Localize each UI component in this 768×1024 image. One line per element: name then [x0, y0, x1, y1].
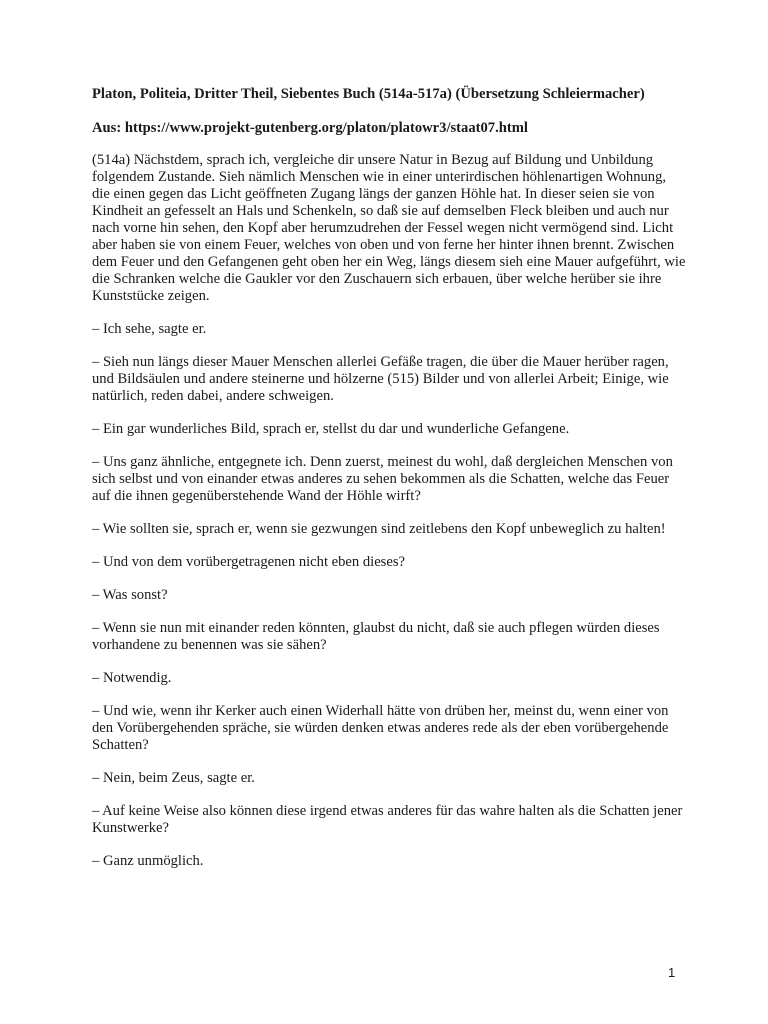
document-body — [92, 86, 686, 886]
paragraph: – Was sonst? — [92, 587, 168, 603]
paragraph: – Uns ganz ähnliche, entgegnete ich. Denn zuerst, meinest du wohl, daß dergleichen Menschen von sich selbst und von einander etwas anderes zu sehen bekommen als die Schatten, welche das Feuer auf die ihnen gegenüberstehende Wand der Höhle wirft? — [92, 454, 673, 504]
paragraph: – Wie sollten sie, sprach er, wenn sie gezwungen sind zeitlebens den Kopf unbeweglich zu halten! — [92, 521, 666, 537]
paragraph: – Und wie, wenn ihr Kerker auch einen Widerhall hätte von drüben her, meinst du, wenn einer von den Vorübergehenden spräche, sie würden denken etwas anderes rede als der eben vorübergehende Schatten? — [92, 703, 669, 753]
paragraph: – Ganz unmöglich. — [92, 853, 204, 869]
paragraph: – Und von dem vorübergetragenen nicht eben dieses? — [92, 554, 405, 570]
paragraph: – Ich sehe, sagte er. — [92, 321, 207, 337]
paragraph: – Nein, beim Zeus, sagte er. — [92, 770, 255, 786]
source-line: Aus: https://www.projekt-gutenberg.org/platon/platowr3/staat07.html — [92, 120, 528, 136]
paragraph: – Notwendig. — [92, 670, 172, 686]
paragraph: – Ein gar wunderliches Bild, sprach er, stellst du dar und wunderliche Gefangene. — [92, 421, 570, 437]
page-number: 1 — [668, 965, 676, 980]
paragraph: – Auf keine Weise also können diese irgend etwas anderes für das wahre halten als die Schatten jener Kunstwerke? — [92, 803, 683, 836]
paragraph: (514a) Nächstdem, sprach ich, vergleiche dir unsere Natur in Bezug auf Bildung und Unbildung folgendem Zustande. Sieh nämlich Menschen wie in einer unterirdischen höhlenartigen Wohnung, die einen gegen das Licht geöffneten Zugang längs der ganzen Höhle hat. In dieser seien sie von Kindheit an gefesselt an Hals und Schenkeln, so daß sie auf demselben Fleck bleiben und auch nur nach vorne hin sehen, den Kopf aber herumzudrehen der Fessel wegen nicht vermögend sind. Licht aber haben sie von einem Feuer, welches von oben und von ferne her hinter ihnen brennt. Zwischen dem Feuer und den Gefangenen geht oben her ein Weg, längs diesem sieh eine Mauer aufgeführt, wie die Schranken welche die Gaukler vor den Zuschauern sich erbauen, über welche herüber sie ihre Kunststücke zeigen. — [92, 152, 686, 304]
document-title: Platon, Politeia, Dritter Theil, Siebentes Buch (514a-517a) (Übersetzung Schleiermacher) — [92, 86, 645, 102]
paragraph: – Wenn sie nun mit einander reden könnten, glaubst du nicht, daß sie auch pflegen würden dieses vorhandene zu benennen was sie sähen? — [92, 620, 660, 653]
paragraph: – Sieh nun längs dieser Mauer Menschen allerlei Gefäße tragen, die über die Mauer herüber ragen, und Bildsäulen und andere steinerne und hölzerne (515) Bilder und von allerlei Arbeit; Einige, wie natürlich, reden dabei, andere schweigen. — [92, 354, 669, 404]
